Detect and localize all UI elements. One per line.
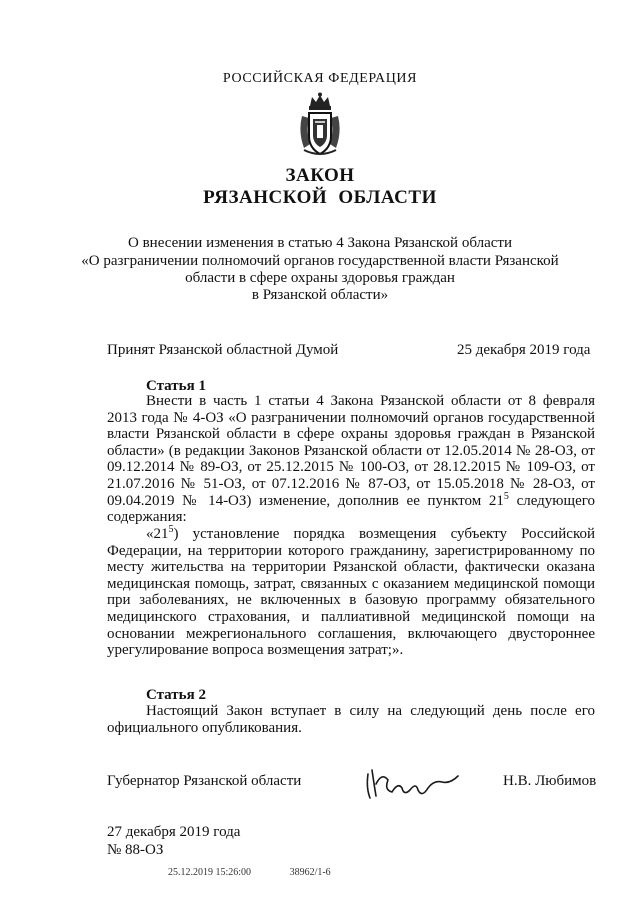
- article1-item-text: ) установление порядка возмещения субъекту Российской Федерации, на территории которого гражданину, зарегистрированному по месту жительства на территории Рязанской области, фактически оказана медицинская помощь, затрат, связанных с оказанием медицинской помощи при заболеваниях, не включенных в базовую программу обязательного медицинского страхования, и паллиативной медицинской помощи на основании межрегионального соглашения, включающего двустороннее урегулирование вопроса возмещения затрат;».: [107, 526, 595, 659]
- governor-name: Н.В. Любимов: [503, 773, 597, 789]
- article2-text: Настоящий Закон вступает в силу на следующий день после его официального опубликования.: [107, 703, 595, 736]
- article1-item: [107, 526, 595, 659]
- article1-item-superscript: 5: [168, 524, 174, 535]
- law-title-line1: ЗАКОН: [285, 165, 355, 186]
- federation-header: РОССИЙСКАЯ ФЕДЕРАЦИЯ: [222, 71, 418, 86]
- article1-intro: [107, 393, 595, 526]
- article1-heading: Статья 1: [146, 378, 206, 394]
- article1-intro-tail: следующего содержания:: [107, 492, 596, 526]
- footer-timestamp: 25.12.2019 15:26:00: [168, 867, 252, 878]
- handwritten-signature: [362, 762, 462, 804]
- subject-line3: области в сфере охраны здоровья граждан: [185, 270, 455, 286]
- adopted-by-text: Принят Рязанской областной Думой: [107, 342, 339, 358]
- article1-intro-text: Внести в часть 1 статьи 4 Закона Рязанской области от 8 февраля 2013 года № 4-ОЗ «О разграничении полномочий органов государственной власти Рязанской области в сфере охраны здоровья граждан в Рязанской области» (в редакции Законов Рязанской области от 12.05.2014 № 28-ОЗ, от 09.12.2014 № 89-ОЗ, от 25.12.2015 № 100-ОЗ, от 28.12.2015 № 109-ОЗ, от 21.07.2016 № 51-ОЗ, от 07.12.2016 № 87-ОЗ, от 15.05.2018 № 28-ОЗ, от 09.04.2019 № 14-ОЗ) изменение, дополнив ее пунктом 21: [107, 393, 595, 509]
- footer-stamp: [168, 867, 367, 878]
- law-title-line2: РЯЗАНСКОЙ ОБЛАСТИ: [203, 187, 437, 208]
- article2-heading: Статья 2: [146, 687, 206, 703]
- footer-doc-id: 38962/1-6: [289, 867, 331, 878]
- subject-line2: «О разграничении полномочий органов государственной власти Рязанской: [81, 253, 559, 269]
- governor-title: Губернатор Рязанской области: [107, 773, 302, 789]
- subject-line1: О внесении изменения в статью 4 Закона Рязанской области: [128, 235, 512, 251]
- subject-line4: в Рязанской области»: [251, 287, 389, 303]
- article1-item-open: «21: [146, 526, 169, 542]
- article1-intro-superscript: 5: [503, 490, 509, 502]
- law-number: № 88-ОЗ: [107, 842, 164, 858]
- law-date: 27 декабря 2019 года: [107, 824, 241, 840]
- coat-of-arms-icon: [296, 92, 344, 158]
- adoption-date: 25 декабря 2019 года: [457, 342, 591, 358]
